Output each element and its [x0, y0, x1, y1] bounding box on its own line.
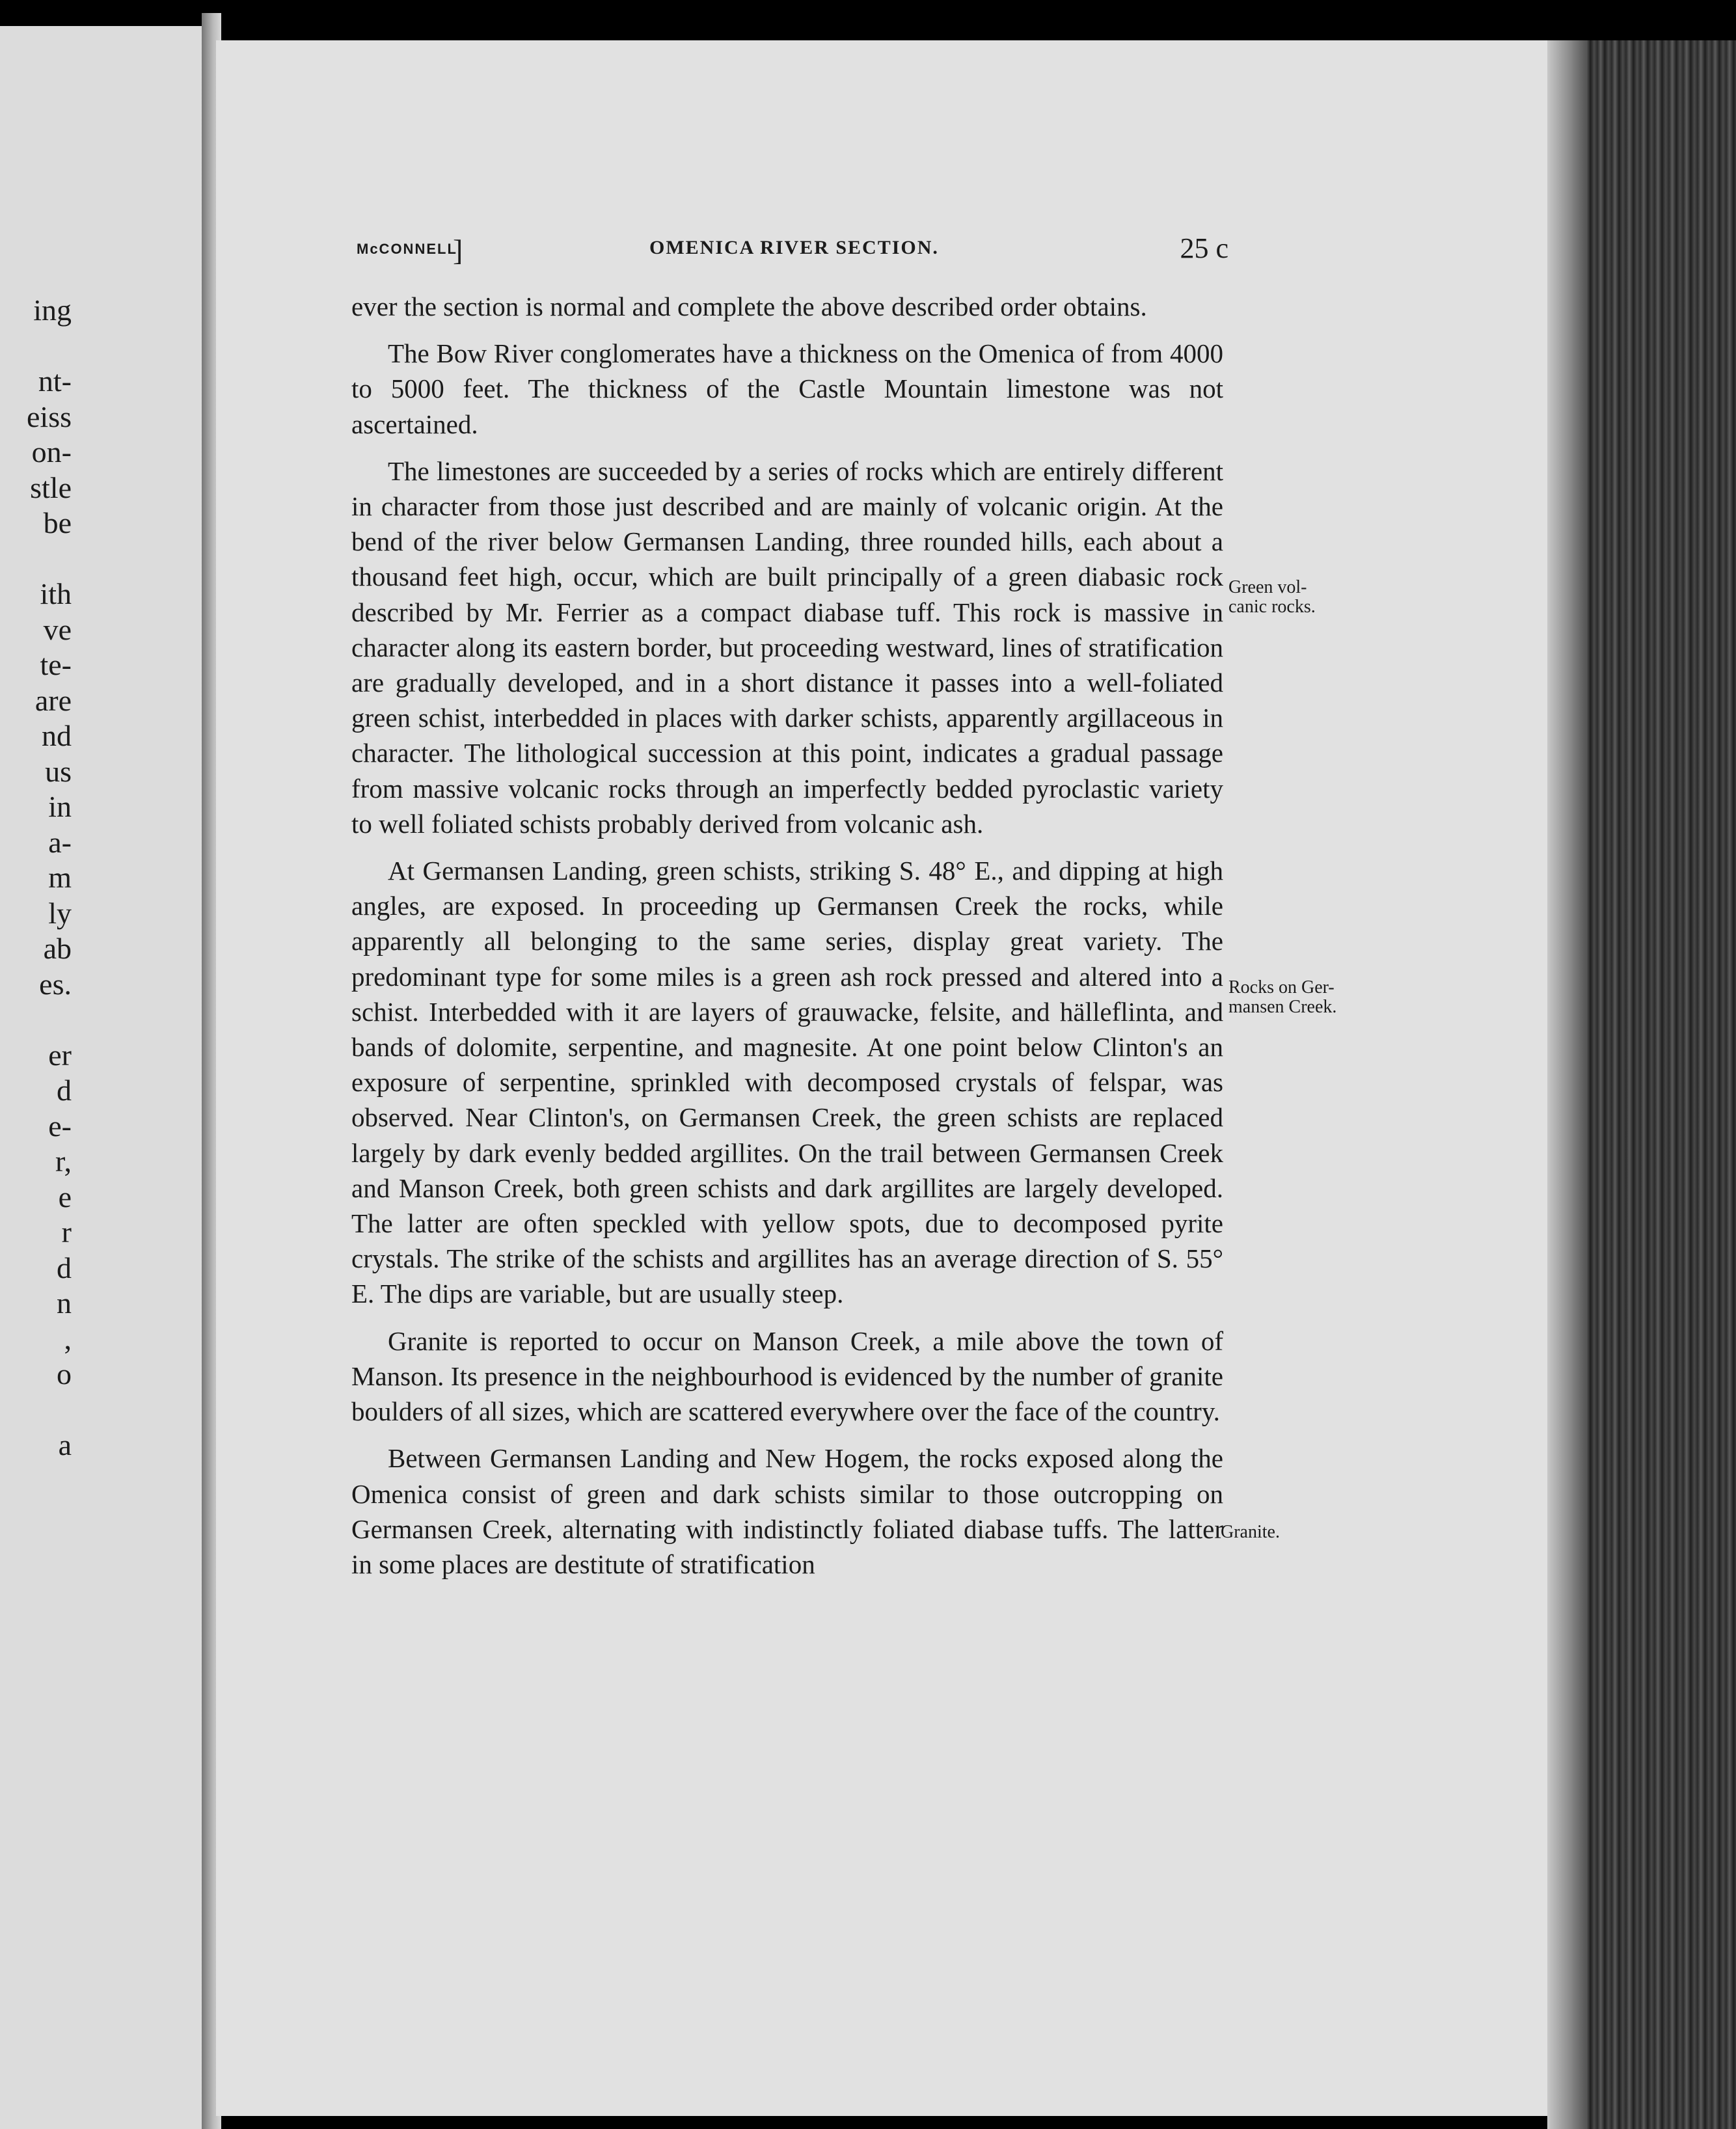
left-page-fragment: us: [45, 754, 72, 788]
left-facing-page: [0, 26, 204, 2129]
left-page-fragment: er: [48, 1038, 72, 1072]
left-page-fragment: ve: [43, 612, 72, 646]
margin-note-green-volcanic: Green vol- canic rocks.: [1228, 577, 1316, 617]
left-page-fragment: eiss: [27, 400, 72, 433]
left-page-fragment: es.: [39, 967, 72, 1001]
paragraph: Granite is reported to occur on Manson Creek, a mile above the town of Manson. Its presence in the neighbourhood is evidenced by the number of granite boulders of all sizes, which are scattered everywhere over the face of the country.: [351, 1325, 1223, 1427]
left-page-fragment: e-: [48, 1109, 72, 1143]
margin-note-granite: Granite.: [1221, 1522, 1280, 1542]
left-page-fragment: on-: [31, 435, 72, 468]
left-page-fragment: ,: [64, 1322, 72, 1355]
left-page-fragment: ing: [33, 293, 72, 327]
paragraph: The Bow River conglomerates have a thickness on the Omenica of from 4000 to 5000 feet. The thickness of the Castle Mountain limestone was not ascertained.: [351, 338, 1223, 439]
left-page-fragment: n: [57, 1286, 72, 1320]
paragraph: The limestones are succeeded by a series of rocks which are entirely different in character from those just described and are mainly of volcanic origin. At the bend of the river below Germansen Landing, three rounded hills, each about a thousand feet high, occur, which are built principally of a green diabasic rock described by Mr. Ferrier as a compact diabase tuff. This rock is massive in character along its eastern border, but proceeding westward, lines of stratification are gradually developed, and in a short distance it passes into a well-foliated green schist, interbedded in places with darker schists, apparently argillaceous in character. The lithological succession at this point, indicates a gradual passage from massive volcanic rocks through an imperfectly bedded pyroclastic variety to well foliated schists probably derived from volcanic ash.: [351, 455, 1223, 839]
page-edge-shadow: [1547, 40, 1586, 2129]
left-page-fragment: in: [48, 790, 72, 823]
left-page-fragment: r,: [55, 1145, 72, 1178]
left-page-fragment: d: [57, 1074, 72, 1107]
left-page-fragment: nd: [42, 719, 72, 752]
body-text: [351, 289, 1223, 1593]
left-page-fragment: ith: [40, 577, 72, 610]
left-page-fragment: a-: [48, 825, 72, 859]
paragraph-continuation: ever the section is normal and complete the above described order obtains.: [351, 292, 1147, 321]
header-bracket: ]: [453, 234, 463, 267]
paragraph: At Germansen Landing, green schists, striking S. 48° E., and dipping at high angles, are exposed. In proceeding up Germansen Creek the rocks, while apparently all belonging to the same series, display great variety. The predominant type for some miles is a green ash rock pressed and altered into a schist. Interbedded with it are layers of grauwacke, felsite, and hälleflinta, and bands of dolomite, serpentine, and magnesite. At one point below Clinton's an exposure of serpentine, sprinkled with decomposed crystals of felspar, was observed. Near Clinton's, on Germansen Creek, the green schists are replaced largely by dark evenly bedded argillites. On the trail between Germansen Creek and Manson Creek, both green schists and dark argillites are largely developed. The latter are often speckled with yellow spots, due to decomposed pyrite crystals. The strike of the schists and argillites has an average direction of S. 55° E. The dips are variable, but are usually steep.: [351, 856, 1223, 1309]
left-page-fragment: e: [58, 1180, 72, 1214]
paragraph: Between Germansen Landing and New Hogem, the rocks exposed along the Omenica consist of green and dark schists similar to those outcropping on Germansen Creek, alternating with indistinctly foliated diabase tuffs. The latter in some places are destitute of stratification: [351, 1443, 1223, 1579]
left-page-fragment: ab: [43, 932, 72, 965]
running-header: [357, 232, 1228, 268]
left-page-fragment: m: [48, 861, 72, 894]
margin-note-germansen-creek: Rocks on Ger- mansen Creek.: [1228, 977, 1337, 1017]
header-author: McCONNELL: [357, 241, 457, 257]
left-page-fragment: o: [57, 1357, 72, 1390]
left-page-fragment: be: [43, 506, 72, 539]
left-page-fragment: r: [61, 1215, 72, 1249]
left-page-fragment: are: [34, 683, 72, 717]
left-page-fragment: a: [58, 1428, 72, 1461]
page-number: 25 c: [1180, 232, 1228, 264]
header-title: OMENICA RIVER SECTION.: [649, 237, 939, 258]
left-page-fragment: d: [57, 1251, 72, 1284]
left-page-fragment: nt-: [38, 364, 72, 398]
left-page-fragment: stle: [30, 470, 72, 504]
left-page-fragment: ly: [48, 896, 72, 930]
left-page-fragment: te-: [40, 648, 72, 681]
